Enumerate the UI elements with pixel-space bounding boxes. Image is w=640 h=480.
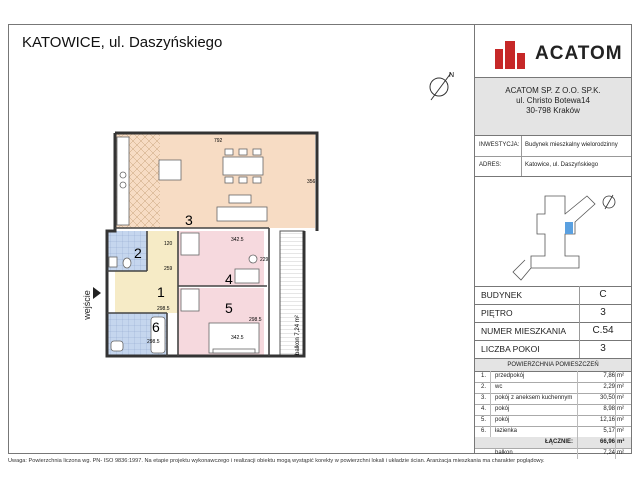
dim-width: 792 [214, 138, 223, 144]
area-row: 2. wc 2,29 m² [475, 382, 631, 394]
address-value: Katowice, ul. Daszyńskiego [525, 162, 599, 168]
plan-area [9, 25, 475, 453]
building-map [475, 176, 631, 286]
dim-8: 298.5 [147, 339, 160, 345]
area-row: 4. pokój 8,98 m² [475, 404, 631, 416]
building-location-map [475, 176, 631, 287]
company-name: ACATOM SP. Z O.O. SP.K. [505, 86, 601, 95]
room-number-2: 2 [134, 245, 142, 261]
compass-icon [430, 73, 451, 100]
dim-5: 342.5 [231, 335, 244, 341]
area-row: 6. łazienka 5,17 m² [475, 426, 631, 438]
area-row: 5. pokój 12,16 m² [475, 415, 631, 427]
company-city: 30-798 Kraków [526, 106, 580, 115]
compass-label: N [449, 72, 455, 79]
dim-2: 259 [164, 266, 173, 272]
room-number-1: 1 [157, 284, 165, 300]
balcony-label: balkon 7,24 m² [295, 315, 301, 355]
investment-info [475, 136, 631, 177]
room-number-4: 4 [225, 271, 233, 287]
stat-building: BUDYNEK C [475, 286, 631, 305]
dim-6: 298.5 [157, 306, 170, 312]
entrance-arrow-icon [93, 287, 101, 299]
logo-row [475, 25, 631, 78]
area-total-row: ŁĄCZNIE: 66,96 m² [475, 437, 631, 449]
dim-3: 229 [260, 257, 269, 263]
company-info [475, 78, 631, 136]
stat-apartment-number: NUMER MIESZKANIA C.54 [475, 322, 631, 341]
brand-name: ACATOM [535, 43, 623, 64]
page-title: KATOWICE, ul. Daszyńskiego [22, 34, 223, 51]
area-balcony-row: balkon 7,24 m² [475, 448, 631, 459]
footer-note: Uwaga: Powierzchnia liczona wg. PN- ISO 9836:1997. Na etapie projektu wykonawczego i realizacji obiektu mogą wystąpić korekty w powierzchni lokali i układzie ścian. Aranżacja mieszkania ma charakter poglądowy. [8, 458, 545, 464]
room-number-6: 6 [152, 319, 160, 335]
apartment-location-marker [565, 222, 573, 234]
address-label: ADRES: [479, 162, 502, 168]
area-row: 1. przedpokój 7,86 m² [475, 371, 631, 383]
dim-height: 356 [307, 179, 316, 185]
info-panel [475, 25, 631, 456]
investment-label: INWESTYCJA: [479, 142, 520, 148]
company-street: ul. Christo Botewa14 [516, 96, 590, 105]
room-number-5: 5 [225, 300, 233, 316]
acatom-logo-icon [493, 35, 529, 69]
entrance-label: wejście [81, 290, 92, 320]
floor-plan [9, 25, 475, 453]
areas-heading: POWIERZCHNIA POMIESZCZEŃ [475, 359, 631, 372]
investment-value: Budynek mieszkalny wielorodzinny [525, 142, 618, 148]
room-number-3: 3 [185, 212, 193, 228]
stat-rooms: LICZBA POKOI 3 [475, 340, 631, 359]
dim-7: 298.5 [249, 317, 262, 323]
dim-4: 342.5 [231, 237, 244, 243]
dim-1: 120 [164, 241, 173, 247]
dining-table [223, 149, 263, 183]
stat-floor: PIĘTRO 3 [475, 304, 631, 323]
area-row: 3. pokój z aneksem kuchennym 30,50 m² [475, 393, 631, 405]
